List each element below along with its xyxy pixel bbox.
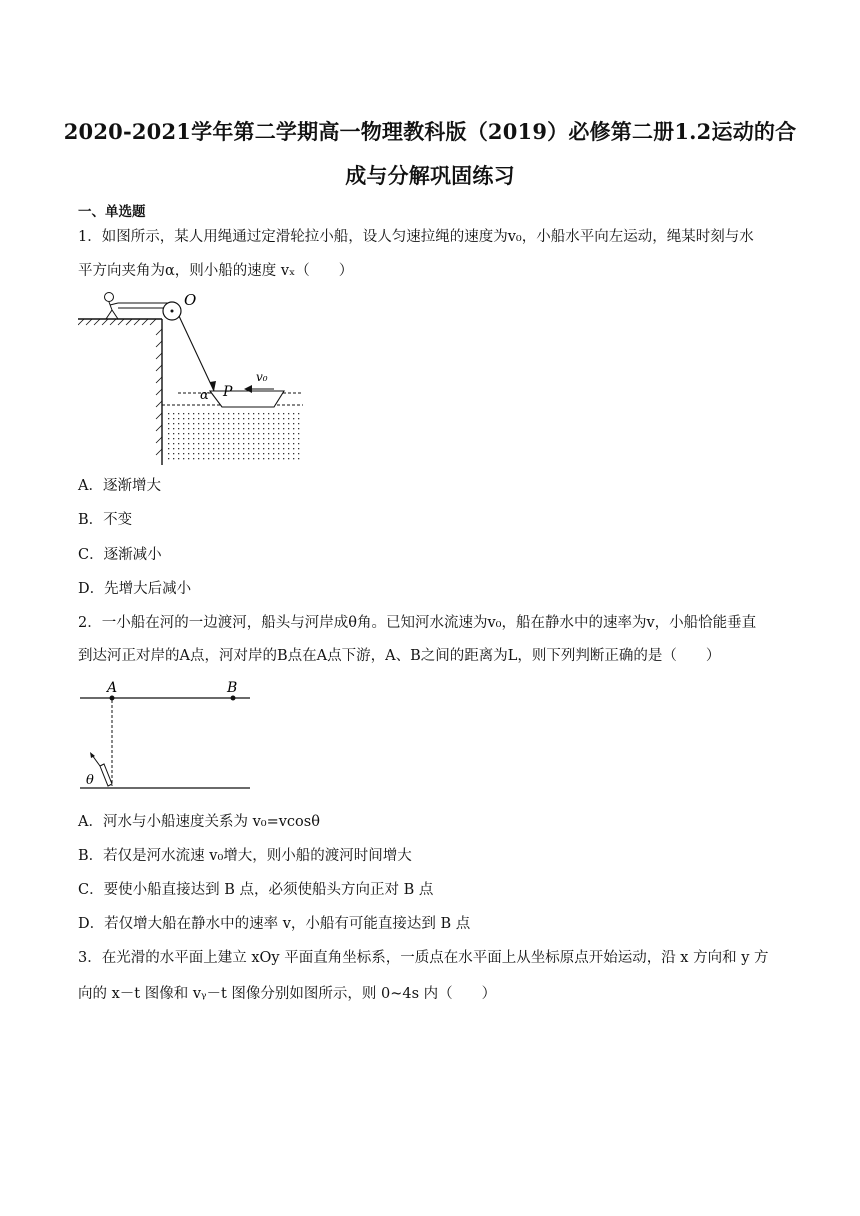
question-1-line-1: 1．如图所示，某人用绳通过定滑轮拉小船，设人匀速拉绳的速度为v₀，小船水平向左运动，绳某时刻与水 — [78, 229, 754, 245]
q1-option-a: A．逐渐增大 — [78, 478, 161, 494]
section-heading: 一、单选题 — [78, 204, 146, 220]
title-line-2: 成与分解巩固练习 — [345, 163, 515, 188]
q2-option-c: C．要使小船直接达到 B 点，必须使船头方向正对 B 点 — [78, 882, 434, 898]
question-3-line-2: 向的 x－t 图像和 vᵧ－t 图像分别如图所示，则 0~4s 内（ ） — [78, 986, 497, 1002]
label-p: P — [223, 384, 233, 400]
q2-option-b: B．若仅是河水流速 v₀增大，则小船的渡河时间增大 — [78, 848, 412, 864]
q1-option-c: C．逐渐减小 — [78, 547, 162, 563]
q1-option-b: B．不变 — [78, 512, 133, 528]
q1-option-d: D．先增大后减小 — [78, 581, 192, 597]
river-crossing-figure — [78, 678, 253, 794]
label-a: A — [107, 680, 118, 696]
label-alpha: α — [200, 388, 209, 403]
label-o: O — [184, 291, 197, 309]
q2-option-d: D．若仅增大船在静水中的速率 v，小船有可能直接达到 B 点 — [78, 916, 471, 932]
label-v0: v₀ — [256, 370, 268, 384]
question-2-line-2: 到达河正对岸的A点，河对岸的B点在A点下游，A、B之间的距离为L，则下列判断正确的是（ ） — [78, 648, 721, 664]
title-line-1: 2020-2021学年第二学期高一物理教科版（2019）必修第二册1.2运动的合 — [63, 119, 797, 144]
q2-option-a: A．河水与小船速度关系为 v₀=vcosθ — [78, 814, 320, 830]
question-3-line-1: 3．在光滑的水平面上建立 xOy 平面直角坐标系，一质点在水平面上从坐标原点开始运动，沿 x 方向和 y 方 — [78, 950, 769, 966]
label-b: B — [227, 680, 238, 696]
label-theta: θ — [86, 773, 94, 788]
question-1-line-2: 平方向夹角为α，则小船的速度 vₓ（ ） — [78, 263, 354, 279]
pulley-boat-figure — [78, 283, 308, 465]
question-2-line-1: 2．一小船在河的一边渡河，船头与河岸成θ角。已知河水流速为v₀，船在静水中的速率为v，小船恰能垂直 — [78, 615, 757, 631]
